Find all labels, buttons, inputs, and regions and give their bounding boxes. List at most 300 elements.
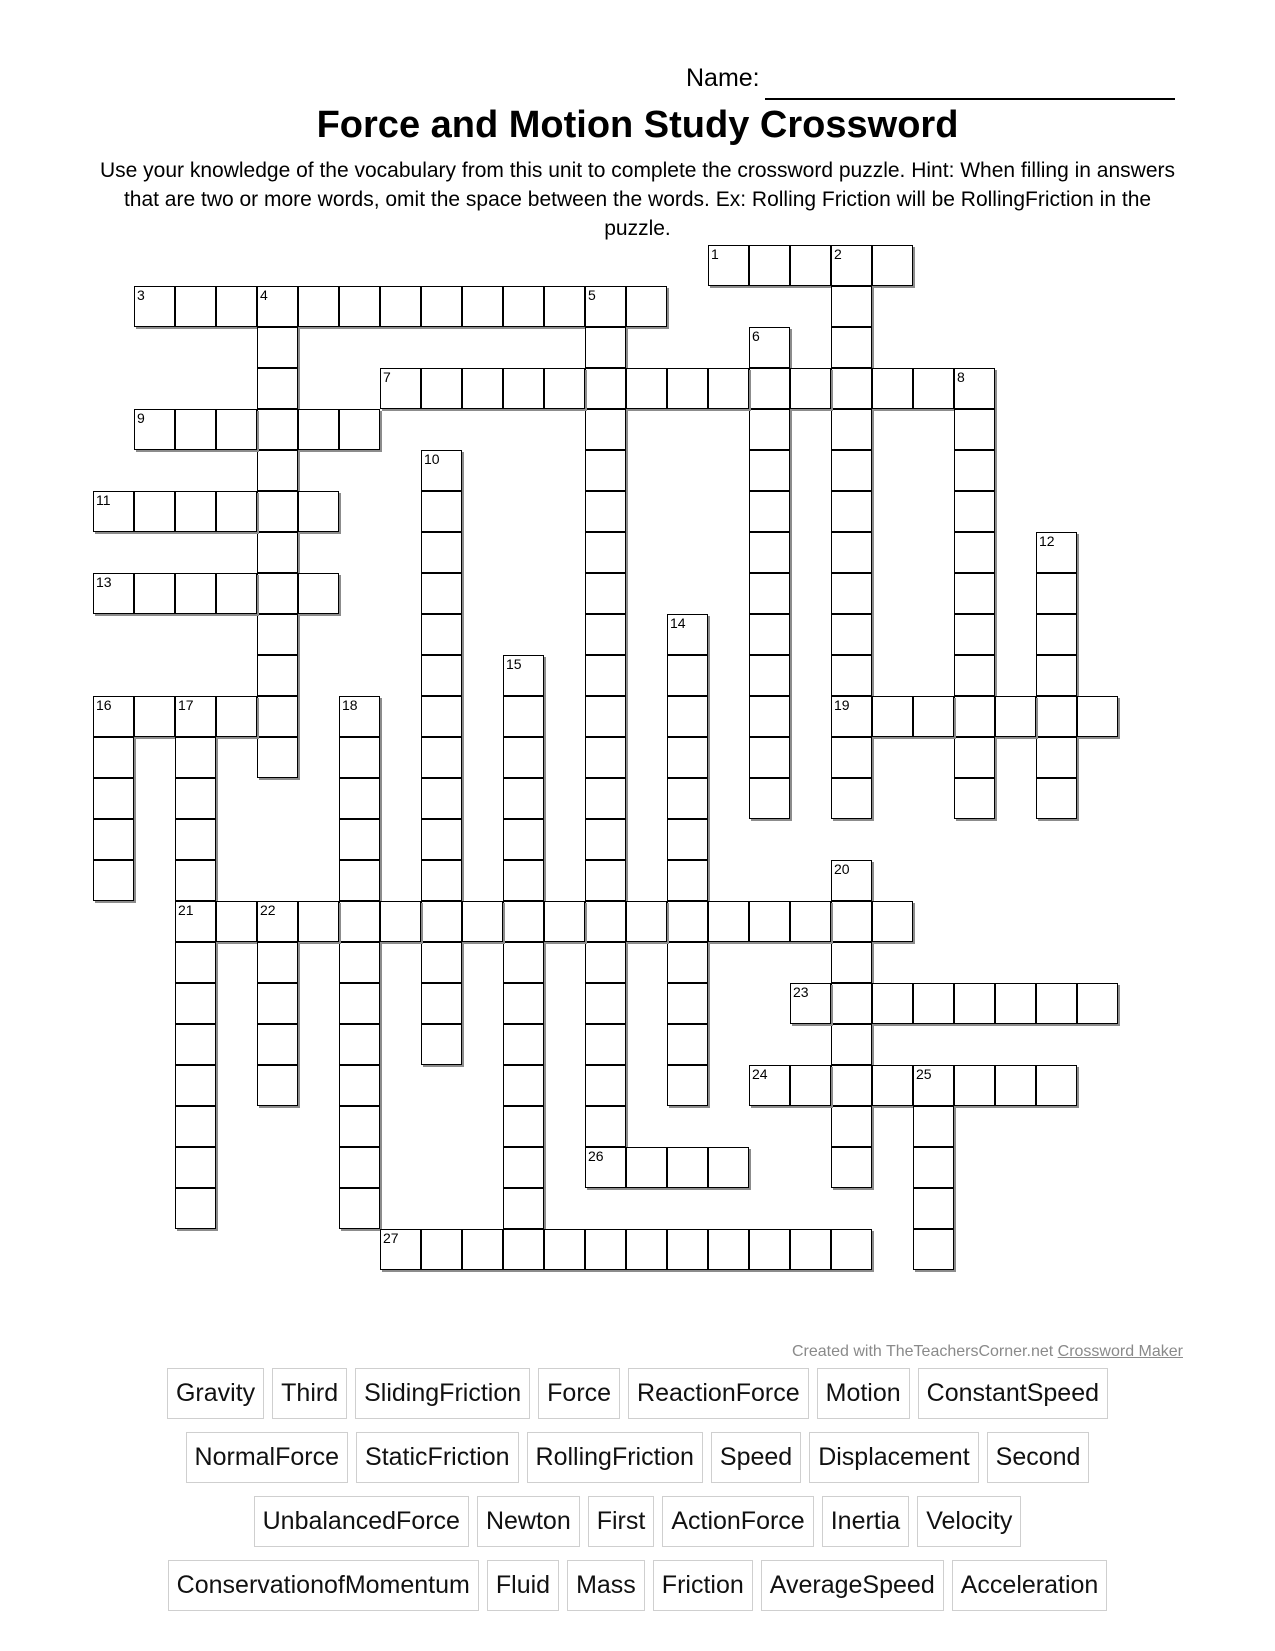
crossword-cell[interactable] <box>831 983 872 1024</box>
crossword-cell[interactable] <box>831 245 872 286</box>
crossword-cell[interactable] <box>749 368 790 409</box>
word-bank-item: Acceleration <box>952 1560 1108 1611</box>
crossword-cell[interactable] <box>339 1106 380 1147</box>
crossword-cell[interactable] <box>93 573 134 614</box>
crossword-cell[interactable] <box>667 1024 708 1065</box>
clue-number: 26 <box>588 1148 604 1164</box>
crossword-cell[interactable] <box>503 1065 544 1106</box>
crossword-cell[interactable] <box>421 368 462 409</box>
crossword-cell[interactable] <box>339 286 380 327</box>
crossword-cell[interactable] <box>421 614 462 655</box>
crossword-cell[interactable] <box>585 409 626 450</box>
clue-number: 13 <box>96 574 112 590</box>
crossword-cell[interactable] <box>667 696 708 737</box>
crossword-cell[interactable] <box>831 573 872 614</box>
crossword-cell[interactable] <box>913 1188 954 1229</box>
crossword-cell[interactable] <box>913 1065 954 1106</box>
crossword-cell[interactable] <box>298 286 339 327</box>
crossword-cell[interactable] <box>257 901 298 942</box>
crossword-cell[interactable] <box>831 1106 872 1147</box>
crossword-cell[interactable] <box>339 983 380 1024</box>
crossword-cell[interactable] <box>380 286 421 327</box>
word-bank-row <box>80 1560 1195 1613</box>
crossword-cell[interactable] <box>175 860 216 901</box>
crossword-cell[interactable] <box>257 491 298 532</box>
crossword-cell[interactable] <box>298 491 339 532</box>
crossword-cell[interactable] <box>134 696 175 737</box>
crossword-cell[interactable] <box>667 983 708 1024</box>
crossword-cell[interactable] <box>585 614 626 655</box>
crossword-cell[interactable] <box>667 368 708 409</box>
crossword-cell[interactable] <box>544 1229 585 1270</box>
crossword-cell[interactable] <box>298 901 339 942</box>
crossword-cell[interactable] <box>175 819 216 860</box>
crossword-cell[interactable] <box>585 860 626 901</box>
crossword-cell[interactable] <box>667 942 708 983</box>
crossword-cell[interactable] <box>257 614 298 655</box>
clue-number: 3 <box>137 287 145 303</box>
crossword-cell[interactable] <box>175 696 216 737</box>
crossword-cell[interactable] <box>380 1229 421 1270</box>
crossword-cell[interactable] <box>175 1188 216 1229</box>
crossword-cell[interactable] <box>667 614 708 655</box>
crossword-cell[interactable] <box>954 532 995 573</box>
crossword-cell[interactable] <box>831 737 872 778</box>
crossword-cell[interactable] <box>421 450 462 491</box>
word-bank-item: ConstantSpeed <box>918 1368 1108 1419</box>
crossword-cell[interactable] <box>872 983 913 1024</box>
crossword-cell[interactable] <box>134 409 175 450</box>
crossword-cell[interactable] <box>749 655 790 696</box>
clue-number: 11 <box>96 492 111 508</box>
crossword-cell[interactable] <box>749 450 790 491</box>
crossword-cell[interactable] <box>872 1065 913 1106</box>
crossword-cell[interactable] <box>421 573 462 614</box>
crossword-cell[interactable] <box>339 778 380 819</box>
name-label: Name: <box>686 64 760 92</box>
crossword-cell[interactable] <box>339 860 380 901</box>
crossword-cell[interactable] <box>872 245 913 286</box>
crossword-cell[interactable] <box>667 1147 708 1188</box>
crossword-cell[interactable] <box>831 942 872 983</box>
crossword-cell[interactable] <box>831 368 872 409</box>
crossword-cell[interactable] <box>380 368 421 409</box>
word-bank-item: AverageSpeed <box>761 1560 944 1611</box>
crossword-cell[interactable] <box>93 819 134 860</box>
crossword-cell[interactable] <box>175 1024 216 1065</box>
crossword-cell[interactable] <box>216 573 257 614</box>
clue-number: 6 <box>752 328 760 344</box>
crossword-cell[interactable] <box>216 696 257 737</box>
crossword-cell[interactable] <box>831 778 872 819</box>
word-bank-item: Newton <box>477 1496 580 1547</box>
crossword-cell[interactable] <box>954 696 995 737</box>
crossword-cell[interactable] <box>503 368 544 409</box>
crossword-cell[interactable] <box>257 409 298 450</box>
crossword-cell[interactable] <box>749 1065 790 1106</box>
crossword-cell[interactable] <box>708 901 749 942</box>
crossword-cell[interactable] <box>1036 983 1077 1024</box>
crossword-cell[interactable] <box>831 1147 872 1188</box>
word-bank-item: Fluid <box>487 1560 559 1611</box>
crossword-cell[interactable] <box>585 1065 626 1106</box>
crossword-maker-link[interactable]: Crossword Maker <box>1057 1343 1183 1360</box>
crossword-cell[interactable] <box>831 491 872 532</box>
crossword-cell[interactable] <box>954 491 995 532</box>
crossword-cell[interactable] <box>175 409 216 450</box>
clue-number: 21 <box>178 902 194 918</box>
crossword-cell[interactable] <box>421 901 462 942</box>
crossword-cell[interactable] <box>544 286 585 327</box>
crossword-cell[interactable] <box>503 655 544 696</box>
crossword-cell[interactable] <box>1036 737 1077 778</box>
crossword-cell[interactable] <box>421 491 462 532</box>
crossword-cell[interactable] <box>831 1229 872 1270</box>
word-bank-item: ConservationofMomentum <box>168 1560 479 1611</box>
crossword-cell[interactable] <box>257 942 298 983</box>
crossword-cell[interactable] <box>175 286 216 327</box>
crossword-cell[interactable] <box>585 696 626 737</box>
crossword-cell[interactable] <box>913 696 954 737</box>
crossword-cell[interactable] <box>462 286 503 327</box>
crossword-cell[interactable] <box>339 1147 380 1188</box>
crossword-cell[interactable] <box>954 368 995 409</box>
crossword-cell[interactable] <box>175 901 216 942</box>
credit-line <box>792 1343 1183 1361</box>
crossword-cell[interactable] <box>1036 778 1077 819</box>
crossword-cell[interactable] <box>93 491 134 532</box>
clue-number: 17 <box>178 697 194 713</box>
crossword-cell[interactable] <box>954 737 995 778</box>
crossword-cell[interactable] <box>954 655 995 696</box>
crossword-cell[interactable] <box>585 655 626 696</box>
crossword-cell[interactable] <box>831 409 872 450</box>
crossword-cell[interactable] <box>503 1188 544 1229</box>
crossword-cell[interactable] <box>1036 532 1077 573</box>
crossword-cell[interactable] <box>339 942 380 983</box>
crossword-cell[interactable] <box>257 532 298 573</box>
crossword-cell[interactable] <box>298 409 339 450</box>
crossword-cell[interactable] <box>257 983 298 1024</box>
crossword-cell[interactable] <box>421 655 462 696</box>
word-bank-item: RollingFriction <box>527 1432 703 1483</box>
crossword-cell[interactable] <box>1036 696 1077 737</box>
crossword-cell[interactable] <box>749 778 790 819</box>
crossword-cell[interactable] <box>831 532 872 573</box>
word-bank-item: First <box>588 1496 655 1547</box>
clue-number: 22 <box>260 902 276 918</box>
crossword-cell[interactable] <box>667 1065 708 1106</box>
name-line[interactable] <box>765 98 1175 100</box>
crossword-cell[interactable] <box>585 327 626 368</box>
word-bank-item: ReactionForce <box>628 1368 809 1419</box>
crossword-cell[interactable] <box>339 819 380 860</box>
word-bank-row <box>80 1432 1195 1485</box>
crossword-cell[interactable] <box>339 409 380 450</box>
crossword-cell[interactable] <box>462 368 503 409</box>
clue-number: 4 <box>260 287 268 303</box>
crossword-cell[interactable] <box>667 819 708 860</box>
crossword-cell[interactable] <box>257 655 298 696</box>
crossword-cell[interactable] <box>626 1147 667 1188</box>
crossword-cell[interactable] <box>175 983 216 1024</box>
crossword-cell[interactable] <box>175 1147 216 1188</box>
crossword-cell[interactable] <box>175 491 216 532</box>
crossword-cell[interactable] <box>749 573 790 614</box>
crossword-cell[interactable] <box>503 1024 544 1065</box>
crossword-cell[interactable] <box>790 1065 831 1106</box>
clue-number: 10 <box>424 451 440 467</box>
crossword-cell[interactable] <box>134 573 175 614</box>
clue-number: 9 <box>137 410 145 426</box>
crossword-cell[interactable] <box>831 1024 872 1065</box>
crossword-cell[interactable] <box>585 1106 626 1147</box>
crossword-cell[interactable] <box>585 1024 626 1065</box>
crossword-cell[interactable] <box>503 1147 544 1188</box>
crossword-cell[interactable] <box>749 409 790 450</box>
clue-number: 14 <box>670 615 686 631</box>
crossword-cell[interactable] <box>1077 696 1118 737</box>
crossword-cell[interactable] <box>790 901 831 942</box>
crossword-cell[interactable] <box>749 737 790 778</box>
crossword-cell[interactable] <box>585 942 626 983</box>
crossword-cell[interactable] <box>339 1024 380 1065</box>
crossword-cell[interactable] <box>872 696 913 737</box>
crossword-cell[interactable] <box>585 532 626 573</box>
crossword-cell[interactable] <box>93 860 134 901</box>
crossword-cell[interactable] <box>134 491 175 532</box>
crossword-cell[interactable] <box>503 901 544 942</box>
crossword-cell[interactable] <box>708 368 749 409</box>
crossword-cell[interactable] <box>1036 614 1077 655</box>
clue-number: 8 <box>957 369 965 385</box>
crossword-cell[interactable] <box>339 696 380 737</box>
crossword-cell[interactable] <box>749 696 790 737</box>
crossword-cell[interactable] <box>93 696 134 737</box>
crossword-cell[interactable] <box>913 368 954 409</box>
word-bank-item: Third <box>272 1368 347 1419</box>
crossword-cell[interactable] <box>93 778 134 819</box>
crossword-cell[interactable] <box>831 655 872 696</box>
crossword-cell[interactable] <box>749 327 790 368</box>
crossword-cell[interactable] <box>954 409 995 450</box>
crossword-cell[interactable] <box>339 1188 380 1229</box>
crossword-cell[interactable] <box>421 860 462 901</box>
crossword-cell[interactable] <box>462 901 503 942</box>
crossword-cell[interactable] <box>790 1229 831 1270</box>
crossword-cell[interactable] <box>872 901 913 942</box>
crossword-cell[interactable] <box>749 491 790 532</box>
clue-number: 23 <box>793 984 809 1000</box>
crossword-cell[interactable] <box>749 532 790 573</box>
crossword-cell[interactable] <box>667 901 708 942</box>
crossword-cell[interactable] <box>995 696 1036 737</box>
crossword-cell[interactable] <box>749 1229 790 1270</box>
crossword-cell[interactable] <box>831 901 872 942</box>
crossword-cell[interactable] <box>298 573 339 614</box>
crossword-cell[interactable] <box>421 532 462 573</box>
crossword-cell[interactable] <box>421 983 462 1024</box>
crossword-cell[interactable] <box>708 1229 749 1270</box>
crossword-cell[interactable] <box>503 860 544 901</box>
crossword-cell[interactable] <box>257 1024 298 1065</box>
crossword-cell[interactable] <box>954 1065 995 1106</box>
crossword-cell[interactable] <box>913 1106 954 1147</box>
crossword-cell[interactable] <box>544 901 585 942</box>
crossword-cell[interactable] <box>585 368 626 409</box>
crossword-cell[interactable] <box>544 368 585 409</box>
crossword-cell[interactable] <box>1036 573 1077 614</box>
crossword-cell[interactable] <box>585 983 626 1024</box>
crossword-cell[interactable] <box>626 901 667 942</box>
crossword-cell[interactable] <box>831 1065 872 1106</box>
crossword-cell[interactable] <box>667 1229 708 1270</box>
crossword-cell[interactable] <box>175 778 216 819</box>
crossword-cell[interactable] <box>872 368 913 409</box>
word-bank-item: ActionForce <box>662 1496 813 1547</box>
word-bank-item: NormalForce <box>186 1432 348 1483</box>
clue-number: 20 <box>834 861 850 877</box>
crossword-cell[interactable] <box>339 901 380 942</box>
crossword-cell[interactable] <box>175 737 216 778</box>
crossword-cell[interactable] <box>503 737 544 778</box>
crossword-cell[interactable] <box>995 983 1036 1024</box>
crossword-cell[interactable] <box>421 286 462 327</box>
crossword-cell[interactable] <box>1036 655 1077 696</box>
clue-number: 7 <box>383 369 391 385</box>
word-bank-item: Velocity <box>917 1496 1021 1547</box>
crossword-cell[interactable] <box>913 1147 954 1188</box>
clue-number: 15 <box>506 656 522 672</box>
crossword-cell[interactable] <box>257 450 298 491</box>
crossword-cell[interactable] <box>585 778 626 819</box>
crossword-cell[interactable] <box>257 696 298 737</box>
crossword-cell[interactable] <box>216 286 257 327</box>
crossword-cell[interactable] <box>995 1065 1036 1106</box>
crossword-cell[interactable] <box>216 409 257 450</box>
crossword-cell[interactable] <box>421 696 462 737</box>
crossword-cell[interactable] <box>831 327 872 368</box>
crossword-cell[interactable] <box>585 573 626 614</box>
crossword-cell[interactable] <box>175 1065 216 1106</box>
crossword-cell[interactable] <box>421 1024 462 1065</box>
crossword-cell[interactable] <box>790 983 831 1024</box>
crossword-cell[interactable] <box>585 450 626 491</box>
crossword-cell[interactable] <box>257 286 298 327</box>
crossword-cell[interactable] <box>503 819 544 860</box>
crossword-cell[interactable] <box>175 573 216 614</box>
crossword-cell[interactable] <box>339 737 380 778</box>
crossword-cell[interactable] <box>216 491 257 532</box>
crossword-cell[interactable] <box>257 1065 298 1106</box>
word-bank-item: Friction <box>653 1560 753 1611</box>
crossword-cell[interactable] <box>257 737 298 778</box>
crossword-cell[interactable] <box>421 737 462 778</box>
crossword-cell[interactable] <box>954 614 995 655</box>
crossword-cell[interactable] <box>667 655 708 696</box>
crossword-cell[interactable] <box>503 942 544 983</box>
clue-number: 27 <box>383 1230 399 1246</box>
crossword-cell[interactable] <box>257 327 298 368</box>
crossword-cell[interactable] <box>257 573 298 614</box>
crossword-cell[interactable] <box>175 1106 216 1147</box>
page-title: Force and Motion Study Crossword <box>316 104 959 146</box>
crossword-cell[interactable] <box>790 368 831 409</box>
crossword-cell[interactable] <box>954 450 995 491</box>
word-bank-item: Force <box>538 1368 620 1419</box>
crossword-cell[interactable] <box>954 778 995 819</box>
crossword-cell[interactable] <box>93 737 134 778</box>
crossword-cell[interactable] <box>913 1229 954 1270</box>
crossword-cell[interactable] <box>503 1229 544 1270</box>
crossword-cell[interactable] <box>503 286 544 327</box>
crossword-cell[interactable] <box>585 1147 626 1188</box>
crossword-cell[interactable] <box>462 1229 503 1270</box>
word-bank-item: StaticFriction <box>356 1432 518 1483</box>
crossword-cell[interactable] <box>831 614 872 655</box>
crossword-cell[interactable] <box>503 983 544 1024</box>
crossword-cell[interactable] <box>1077 983 1118 1024</box>
crossword-cell[interactable] <box>339 1065 380 1106</box>
crossword-cell[interactable] <box>913 983 954 1024</box>
crossword-cell[interactable] <box>134 286 175 327</box>
crossword-cell[interactable] <box>585 1229 626 1270</box>
clue-number: 24 <box>752 1066 768 1082</box>
crossword-cell[interactable] <box>954 573 995 614</box>
crossword-cell[interactable] <box>380 901 421 942</box>
crossword-cell[interactable] <box>708 245 749 286</box>
crossword-cell[interactable] <box>585 286 626 327</box>
crossword-cell[interactable] <box>831 450 872 491</box>
crossword-cell[interactable] <box>749 901 790 942</box>
crossword-cell[interactable] <box>831 696 872 737</box>
crossword-cell[interactable] <box>503 1106 544 1147</box>
crossword-cell[interactable] <box>831 860 872 901</box>
clue-number: 16 <box>96 697 112 713</box>
crossword-cell[interactable] <box>831 286 872 327</box>
clue-number: 2 <box>834 246 842 262</box>
crossword-cell[interactable] <box>421 1229 462 1270</box>
crossword-cell[interactable] <box>954 983 995 1024</box>
crossword-cell[interactable] <box>585 901 626 942</box>
crossword-cell[interactable] <box>585 737 626 778</box>
crossword-cell[interactable] <box>749 614 790 655</box>
clue-number: 1 <box>711 246 719 262</box>
crossword-cell[interactable] <box>790 245 831 286</box>
crossword-cell[interactable] <box>1036 1065 1077 1106</box>
crossword-cell[interactable] <box>749 245 790 286</box>
crossword-cell[interactable] <box>421 819 462 860</box>
crossword-cell[interactable] <box>503 696 544 737</box>
word-bank-item: SlidingFriction <box>355 1368 530 1419</box>
crossword-cell[interactable] <box>175 942 216 983</box>
crossword-cell[interactable] <box>216 901 257 942</box>
crossword-cell[interactable] <box>503 778 544 819</box>
crossword-cell[interactable] <box>257 368 298 409</box>
crossword-cell[interactable] <box>667 737 708 778</box>
crossword-cell[interactable] <box>667 860 708 901</box>
crossword-cell[interactable] <box>421 778 462 819</box>
crossword-cell[interactable] <box>626 286 667 327</box>
crossword-cell[interactable] <box>708 1147 749 1188</box>
crossword-cell[interactable] <box>585 819 626 860</box>
crossword-cell[interactable] <box>626 1229 667 1270</box>
crossword-cell[interactable] <box>585 491 626 532</box>
word-bank-item: Mass <box>567 1560 645 1611</box>
crossword-cell[interactable] <box>667 778 708 819</box>
crossword-cell[interactable] <box>626 368 667 409</box>
crossword-cell[interactable] <box>421 942 462 983</box>
